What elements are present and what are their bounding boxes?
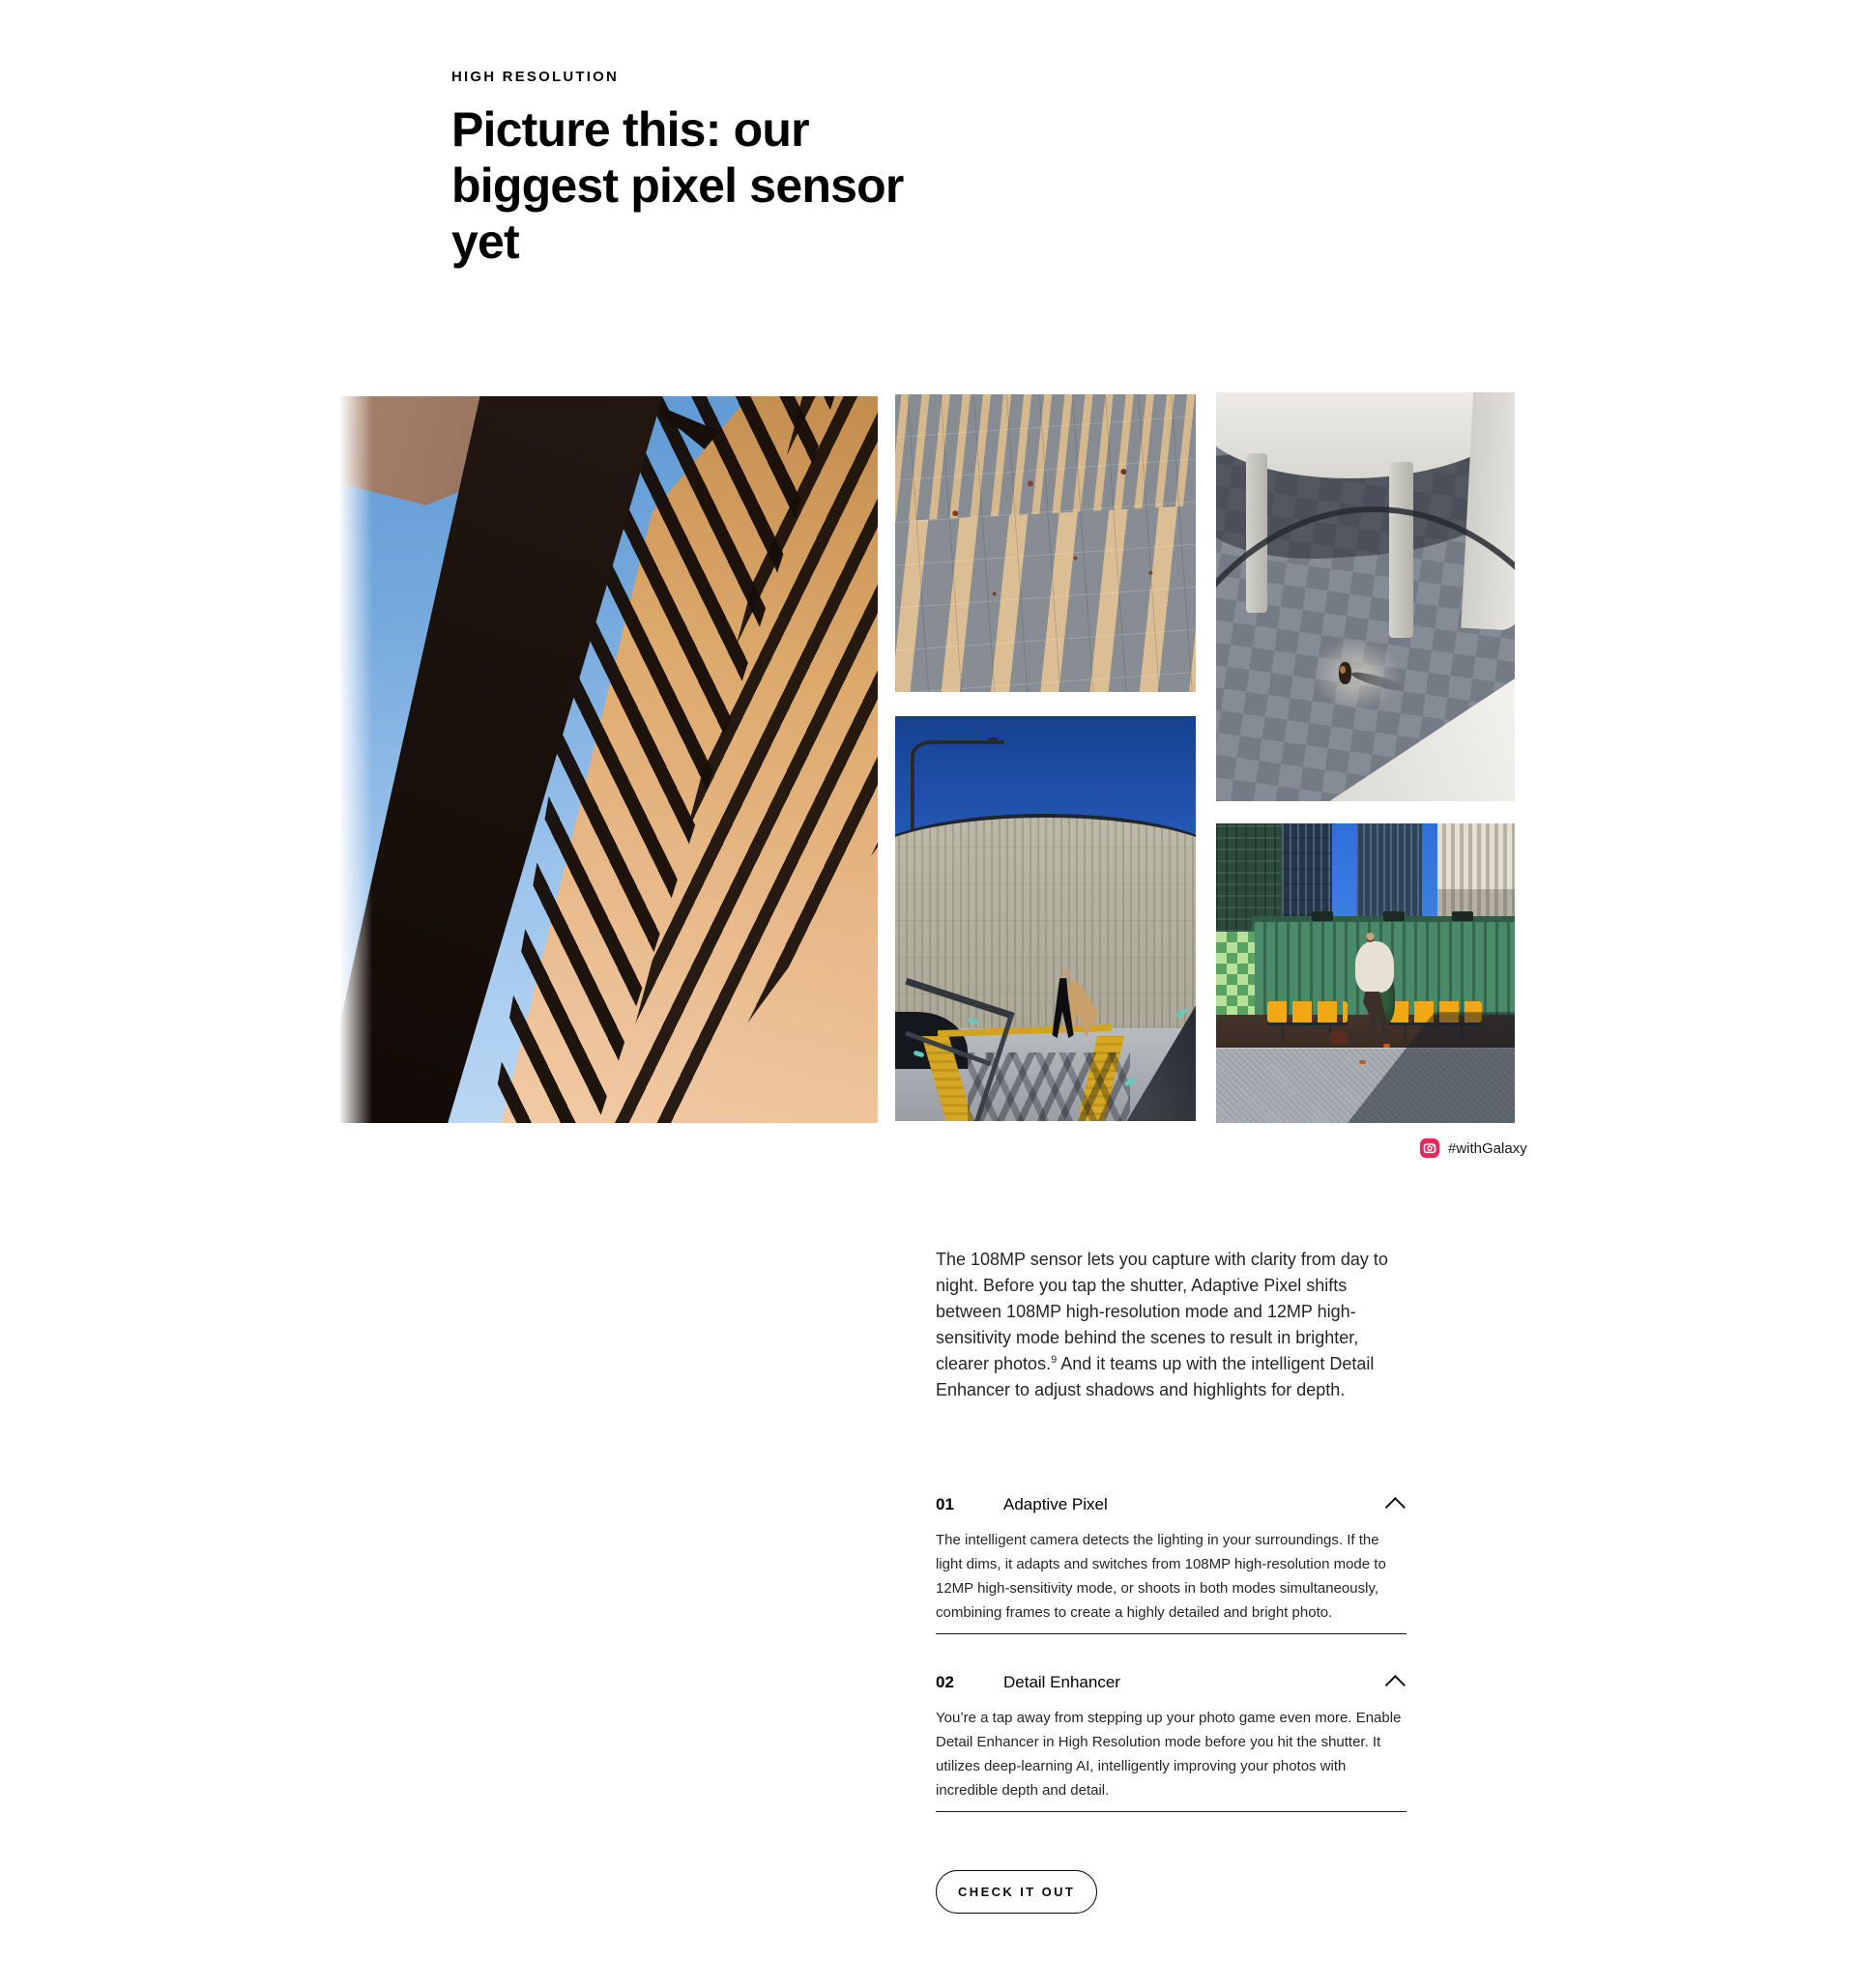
accordion-detail-enhancer-header[interactable]: [936, 1670, 1406, 1695]
section-title-line-3: yet: [451, 215, 519, 269]
accordion-title: Adaptive Pixel: [1003, 1495, 1108, 1513]
photo5-shoe2-layer: [1359, 1060, 1366, 1064]
withgalaxy-label: #withGalaxy: [1448, 1139, 1527, 1157]
feature-content-column: [936, 1229, 1406, 1914]
feature-paragraph: [936, 1247, 1406, 1403]
photo5-bench-leg3-layer: [1405, 1024, 1406, 1040]
photo5-shoe-layer: [1383, 1044, 1390, 1048]
feature-paragraph-text: The 108MP sensor lets you capture with clarity from day to night. Before you tap the shutter, Adaptive Pixel shifts between 108MP high-resolution mode and 12MP high-sensitivity mode behind the scenes to result in brighter, clearer photos.: [936, 1250, 1388, 1373]
accordion-divider: [936, 1811, 1406, 1812]
photo1-edge-fade-layer: [340, 396, 878, 1123]
accordion-divider: [936, 1633, 1406, 1634]
section-title-line-1: Picture this: our: [451, 102, 809, 157]
section-eyebrow: HIGH RESOLUTION: [451, 69, 620, 85]
accordion-adaptive-pixel: [936, 1492, 1406, 1634]
footnote-ref: 9: [1051, 1354, 1058, 1366]
gallery-photo-street-benches[interactable]: [1216, 823, 1515, 1123]
accordion-number: 02: [936, 1673, 954, 1691]
accordion-adaptive-pixel-header[interactable]: [936, 1492, 1406, 1517]
accordion-detail-enhancer-body: You’re a tap away from stepping up your photo game even more. Enable Detail Enhancer in High Resolution mode before you hit the shutter. It utilizes deep-learning AI, intelligently improving your photos with incredible depth and detail.: [936, 1710, 1402, 1799]
accordion-title: Detail Enhancer: [1003, 1673, 1120, 1691]
photo3-person-head-layer: [1062, 969, 1070, 977]
gallery-photo-curved-courtyard[interactable]: [1216, 392, 1515, 801]
check-it-out-button[interactable]: CHECK IT OUT: [936, 1870, 1097, 1914]
accordion-number: 01: [936, 1495, 954, 1513]
section-title-line-2: biggest pixel sensor: [451, 158, 904, 213]
gallery-photo-rotunda-walker[interactable]: [895, 716, 1196, 1121]
accordion-adaptive-pixel-body: The intelligent camera detects the lighting in your surroundings. If the light dims, it adapts and switches from 108MP high-resolution mode to 12MP high-sensitivity mode, or shoots in both modes simultaneously, combining frames to create a highly detailed and bright photo.: [936, 1532, 1386, 1621]
feature-paragraph-text-2: And it teams up with the intelligent Detail Enhancer to adjust shadows and highlights for depth.: [936, 1354, 1375, 1399]
photo5-bench-leg-layer: [1282, 1024, 1284, 1040]
photo3-lamp-head-layer: [988, 737, 998, 742]
photo2-leaves-layer: [895, 394, 1196, 692]
instagram-icon: [1419, 1138, 1440, 1159]
photo5-clamp3-layer: [1452, 911, 1473, 921]
photo5-clamp2-layer: [1383, 911, 1405, 921]
hero-block: [451, 69, 1031, 270]
gallery-photo-paved-plaza-shadows[interactable]: [895, 394, 1196, 692]
photo5-yellow-seats-left-layer: [1267, 1001, 1348, 1023]
accordion-detail-enhancer: [936, 1670, 1406, 1812]
photo5-clamp-layer: [1312, 911, 1333, 921]
photo5-bench-bar-left-layer: [1267, 1023, 1348, 1025]
photo5-person-head-layer: [1366, 933, 1375, 942]
section-title: [451, 101, 1031, 270]
gallery-photo-building-louvers[interactable]: [340, 396, 878, 1123]
withgalaxy-tag[interactable]: [1419, 1137, 1527, 1160]
photo5-person-torso-layer: [1355, 941, 1394, 993]
